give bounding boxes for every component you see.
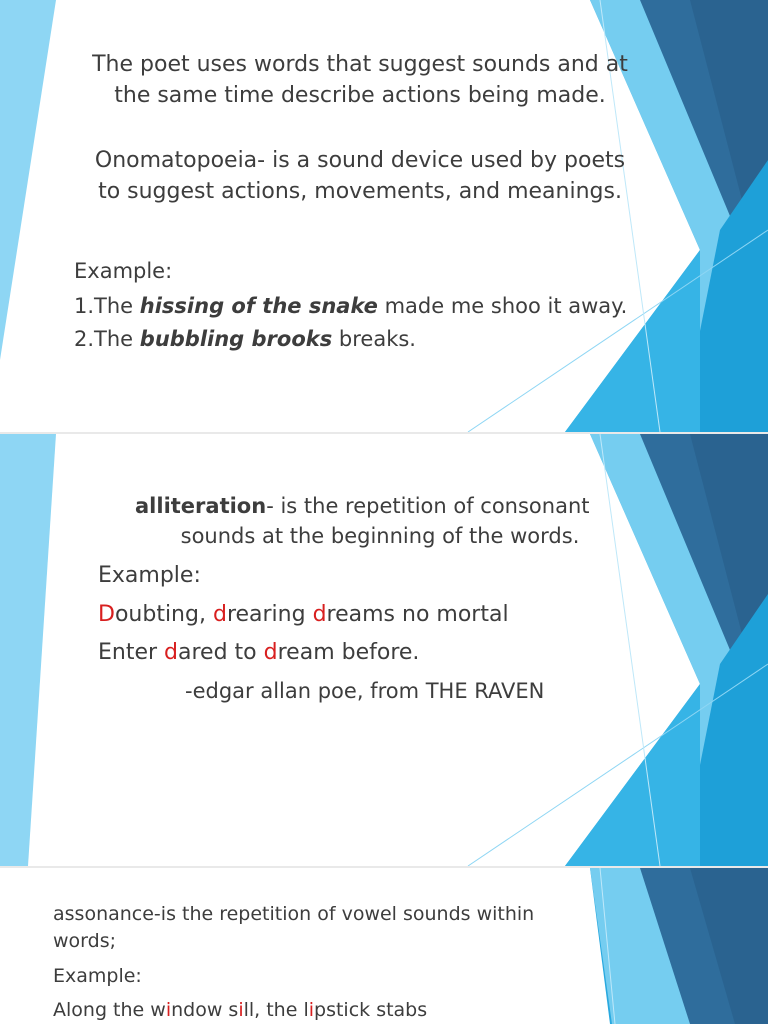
text-run: ndow s bbox=[171, 999, 239, 1021]
text-run: ream before. bbox=[277, 640, 420, 665]
example-2 bbox=[74, 327, 416, 351]
example-1 bbox=[74, 294, 627, 318]
highlighted-letter: d bbox=[312, 602, 327, 627]
poem-line-1 bbox=[98, 602, 509, 627]
highlighted-letter: d bbox=[212, 602, 227, 627]
definition-line-1: assonance-is the repetition of vowel sounds within bbox=[53, 903, 535, 925]
highlighted-letter: D bbox=[98, 602, 115, 627]
poem-line-1 bbox=[53, 999, 427, 1021]
text-run: ll, the l bbox=[243, 999, 309, 1021]
highlighted-letter: d bbox=[263, 640, 278, 665]
intro-line-2: the same time describe actions being made. bbox=[114, 83, 606, 108]
example-label: Example: bbox=[98, 563, 201, 588]
term-alliteration: alliteration bbox=[135, 494, 267, 518]
definition-line-2: sounds at the beginning of the words. bbox=[180, 524, 580, 548]
text-run: ared to bbox=[178, 640, 264, 665]
intro-line-1: The poet uses words that suggest sounds and at bbox=[92, 52, 628, 77]
text-run: reams no mortal bbox=[326, 602, 509, 627]
text-run: pstick stabs bbox=[314, 999, 428, 1021]
text-run: oubting, bbox=[114, 602, 213, 627]
example-2-suffix: breaks. bbox=[332, 327, 416, 351]
poem-line-2 bbox=[98, 640, 419, 665]
text-run: Along the w bbox=[53, 999, 166, 1021]
example-label: Example: bbox=[74, 259, 173, 283]
example-1-prefix: 1.The bbox=[74, 294, 140, 318]
example-1-emphasis: hissing of the snake bbox=[139, 294, 378, 318]
text-run: rearing bbox=[226, 602, 313, 627]
highlighted-letter: i bbox=[238, 999, 244, 1021]
definition-line-1 bbox=[135, 494, 590, 518]
highlighted-letter: i bbox=[308, 999, 315, 1021]
example-2-emphasis: bubbling brooks bbox=[139, 327, 333, 351]
example-2-prefix: 2.The bbox=[74, 327, 140, 351]
attribution: -edgar allan poe, from THE RAVEN bbox=[185, 679, 545, 703]
slide-assonance bbox=[0, 868, 768, 1024]
slide-alliteration bbox=[0, 434, 768, 866]
example-1-suffix: made me shoo it away. bbox=[377, 294, 628, 318]
highlighted-letter: i bbox=[165, 999, 172, 1021]
slide-onomatopoeia bbox=[0, 0, 768, 432]
text-run: Enter bbox=[98, 640, 165, 665]
definition-line-1: Onomatopoeia- is a sound device used by poets bbox=[94, 148, 626, 173]
definition-line-2: to suggest actions, movements, and meanings. bbox=[98, 179, 622, 204]
definition-rest: - is the repetition of consonant bbox=[266, 494, 590, 518]
highlighted-letter: d bbox=[164, 640, 179, 665]
example-label: Example: bbox=[53, 965, 142, 987]
definition-line-2: words; bbox=[53, 930, 117, 952]
